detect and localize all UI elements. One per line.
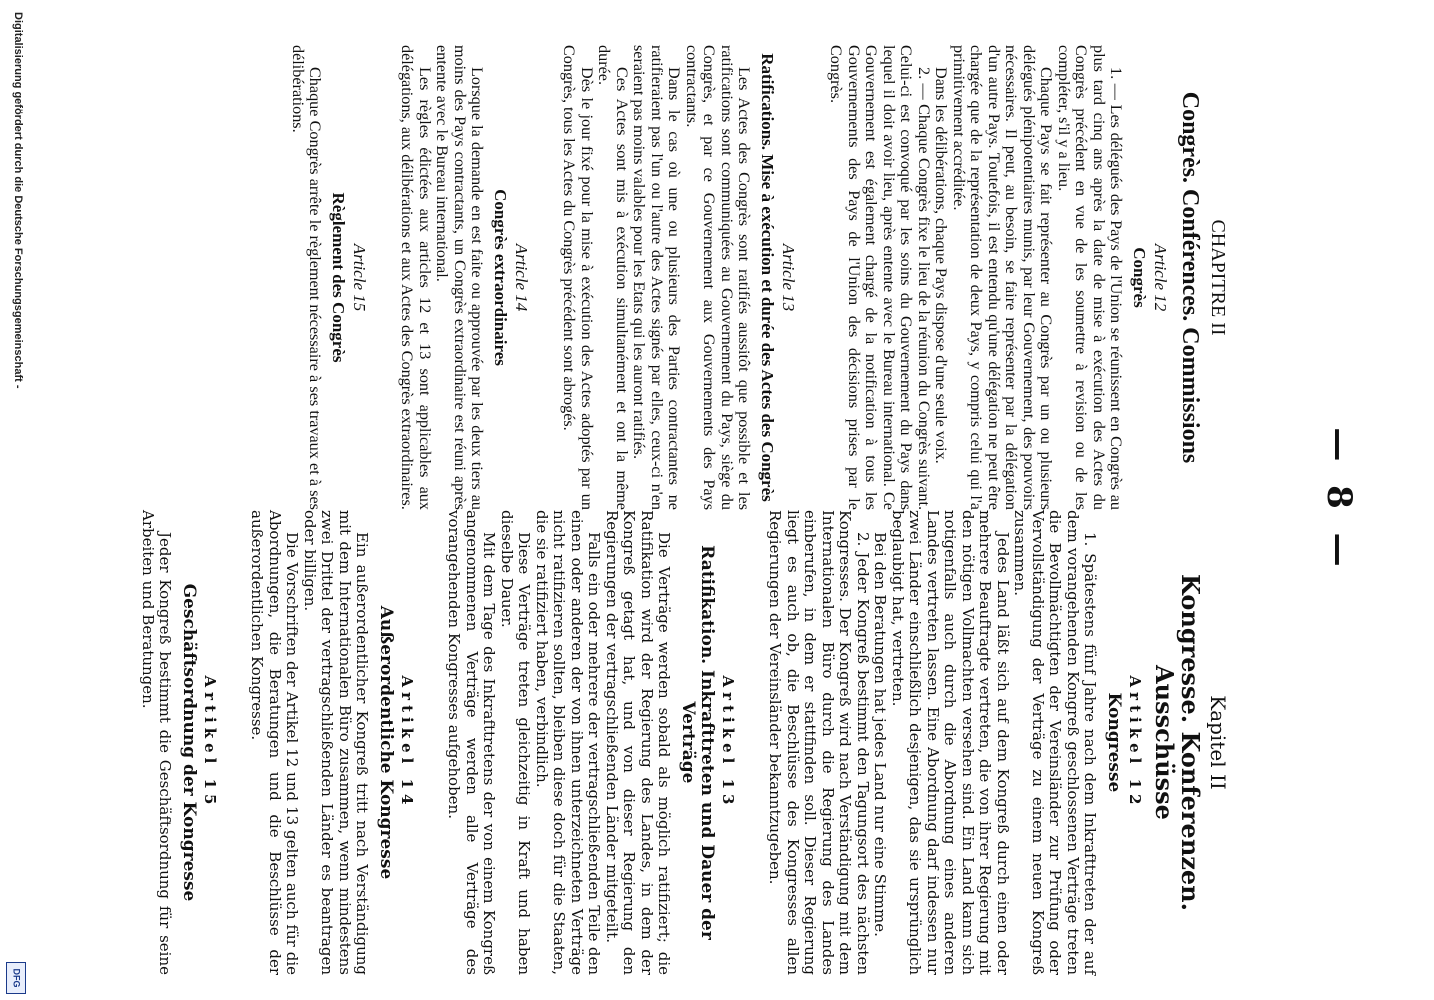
french-article-13-label: Article 13 xyxy=(779,243,798,312)
german-article-12-paragraph: 2. Jeder Kongreß bestimmt den Tagungsort des nächsten Kongresses. Der Kongreß wird nach Verständigung mit dem Internationalen Büro durch die Regierung des Landes einberufen, in dem er stattfinden soll. Dieser Regierung liegt es auch ob, die Beschlüsse des Kongresses allen Regierungen der Vereinsländer bekanntzugeben. xyxy=(766,510,872,975)
french-article-13-paragraph: Dès le jour fixé pour la mise à exécution des Actes adoptés par un Congrès, tous les Actes du Congrès précédent sont abrogés. xyxy=(560,45,596,510)
german-article-14-paragraph: Ein außerordentlicher Kongreß tritt nach Verständigung mit dem Internationalen Büro zusammen, wenn mindestens zwei Drittel der vertragschließenden Länder es beantragen oder billigen. xyxy=(301,510,372,975)
digitization-credit xyxy=(8,10,24,990)
german-chapter-title: Kongresse. Konferenzen. Ausschüsse xyxy=(1150,574,1205,911)
french-article-13-heading: Ratifications. Mise à exécution et durée des Actes des Congrès xyxy=(758,53,778,502)
german-article-13-paragraph: Die Verträge werden sobald als möglich ratifiziert; die Ratifikation wird der Regierung des Landes, in dem der Kongreß getagt hat, und von dieser Regierung den Regierungen der vertragschließenden Länder mitgeteilt. xyxy=(603,510,674,975)
german-article-15-heading: Geschäftsordnung der Kongresse xyxy=(179,583,200,902)
german-article-14-label: Artikel 14 xyxy=(398,675,416,810)
german-article-12-paragraph: 1. Spätestens fünf Jahre nach dem Inkrafttreten der auf dem vorangehenden Kongreß geschlossenen Verträge treten die Bevollmächtigten der Vereinsländer zur Prüfung oder Vervollständigung der Verträge zu einem neuen Kongreß zusammen. xyxy=(1011,510,1100,975)
page-number: — 8 — xyxy=(1319,427,1359,573)
french-article-12-heading: Congrès xyxy=(1130,247,1150,308)
german-chapter-label: Kapitel II xyxy=(1206,695,1230,790)
french-column xyxy=(129,45,1229,510)
german-article-13-heading: Ratifikation. Inkrafttreten und Dauer der Verträge xyxy=(678,545,718,940)
german-article-13-paragraph: Mit dem Tage des Inkrafttretens der von einem Kongreß angenommenen Verträge werden alle Verträge des vorangehenden Kongresses aufgehoben. xyxy=(445,510,499,975)
german-article-14-paragraph: Die Vorschriften der Artikel 12 und 13 gelten auch für die Abordnungen, die Beratungen und die Beschlüsse der außerordentlichen Kongresse. xyxy=(248,510,302,975)
german-article-12-paragraph: Bei den Beratungen hat jedes Land nur eine Stimme. xyxy=(871,532,890,937)
dfg-logo-text: DFG xyxy=(11,968,21,988)
german-article-15-label: Artikel 15 xyxy=(201,675,219,810)
german-article-13-paragraph: Diese Verträge treten gleichzeitig in Kraft und haben dieselbe Dauer. xyxy=(498,510,534,975)
german-article-12-paragraph: Jedes Land läßt sich auf dem Kongreß durch einen oder mehrere Beauftragte vertreten, die von ihrer Regierung mit den nötigen Vollmachten versehen sind. Ein Land kann sich notigenfalls auch durch die Abordnung eines anderen Landes vertreten lassen. Eine Abordnung darf indessen nur zwei Länder einschließlich desjenigen, das sie ursprünglich beglaubigt hat, vertreten. xyxy=(889,510,1012,975)
french-article-14-paragraph: Lorsque la demande en est faite ou approuvée par les deux tiers au moins des Pays contractants, un Congrès extraordinaire est réuni après entente avec le Bureau international. xyxy=(433,45,487,510)
german-article-12-heading: Kongresse xyxy=(1104,692,1125,793)
dfg-logo xyxy=(6,962,26,994)
german-article-13-label: Artikel 13 xyxy=(719,675,737,810)
french-chapter-label: CHAPITRE II xyxy=(1207,219,1229,336)
french-article-14-paragraph: Les règles édictées aux articles 12 et 13 sont applicables aux délégations, aux délibérations et aux Actes des Congrès extraordinaires. xyxy=(398,45,434,510)
french-article-13-paragraph: Les Actes des Congrès sont ratifiés aussitôt que possible et les ratifications sont communiquées au Gouvernement du Pays, siège du Congrès, et par ce Gouvernement aux Gouvernements des Pays contractants. xyxy=(683,45,754,510)
french-article-14-label: Article 14 xyxy=(512,243,531,312)
french-article-12-label: Article 12 xyxy=(1151,243,1170,312)
french-article-12-paragraph: Dans les délibérations, chaque Pays dispose d'une seule voix. xyxy=(932,67,951,464)
french-article-13-paragraph: Dans le cas où une ou plusieurs des Parties contractantes ne ratifieraient pas l'un ou l'autre des Actes signés par elles, ceux-ci n'en seraient pas moins valables pour les Etats qui les auront ratifiés. xyxy=(630,45,684,510)
french-article-14-heading: Congrès extraordinaires xyxy=(491,189,511,366)
french-article-15-label: Article 15 xyxy=(350,243,369,312)
french-article-15-paragraph: Chaque Congrès arrête le règlement nécessaire à ses travaux et à ses délibérations. xyxy=(289,45,325,510)
french-article-12-paragraph: Chaque Pays se fait représenter au Congrès par un ou plusieurs délégués plénipotentiaires munis, par leur Gouvernement, des pouvoirs nécessaires. Il peut, au besoin, se faire représenter par la délégation d'un autre Pays. Toutefois, il est entendu qu'une délégation ne peut être chargée que de la représentation de deux Pays, y compris celui qui l'a primitivement accréditée. xyxy=(950,45,1056,510)
french-article-15-heading: Règlement des Congrès xyxy=(329,192,349,363)
digitization-credit-text: Digitalisierung gefördert durch die Deutsche Forschungsgemeinschaft - xyxy=(12,12,24,389)
french-article-12-paragraph: 1. — Les délégués des Pays de l'Union se réunissent en Congrès au plus tard cinq ans après la date de mise à exécution des Actes du Congrès précédent en vue de les soumettre à revision ou de les compléter, s'il y a lieu. xyxy=(1055,45,1126,510)
german-article-14-heading: Außerordentliche Kongresse xyxy=(376,605,397,880)
french-article-13-paragraph: Ces Actes sont mis à exécution simultanément et ont la même durée. xyxy=(595,45,631,510)
german-article-12-label: Artikel 12 xyxy=(1126,675,1144,810)
german-article-15-paragraph: Jeder Kongreß bestimmt die Geschäftsordnung für seine Arbeiten und Beratungen. xyxy=(139,510,175,975)
french-article-12-paragraph: 2. — Chaque Congrès fixe le lieu de la réunion du Congrès suivant. Celui-ci est convoqué par les soins du Gouvernement du Pays dans lequel il doit avoir lieu, après entente avec le Bureau international. Ce Gouvernement est également chargé de la notification à tous les Gouvernements des Pays de l'Union des décisions prises par le Congrès. xyxy=(827,45,933,510)
french-chapter-title: Congrès. Conférences. Commissions xyxy=(1177,91,1203,464)
german-article-13-paragraph: Falls ein oder mehrere der vertragschließenden Teile den einen oder anderen der von ihnen unterzeichneten Verträge nicht ratifizieren sollten, bleiben diese doch für die Staaten, die sie ratifiziert haben, verbindlich. xyxy=(533,510,604,975)
german-column xyxy=(129,510,1229,975)
